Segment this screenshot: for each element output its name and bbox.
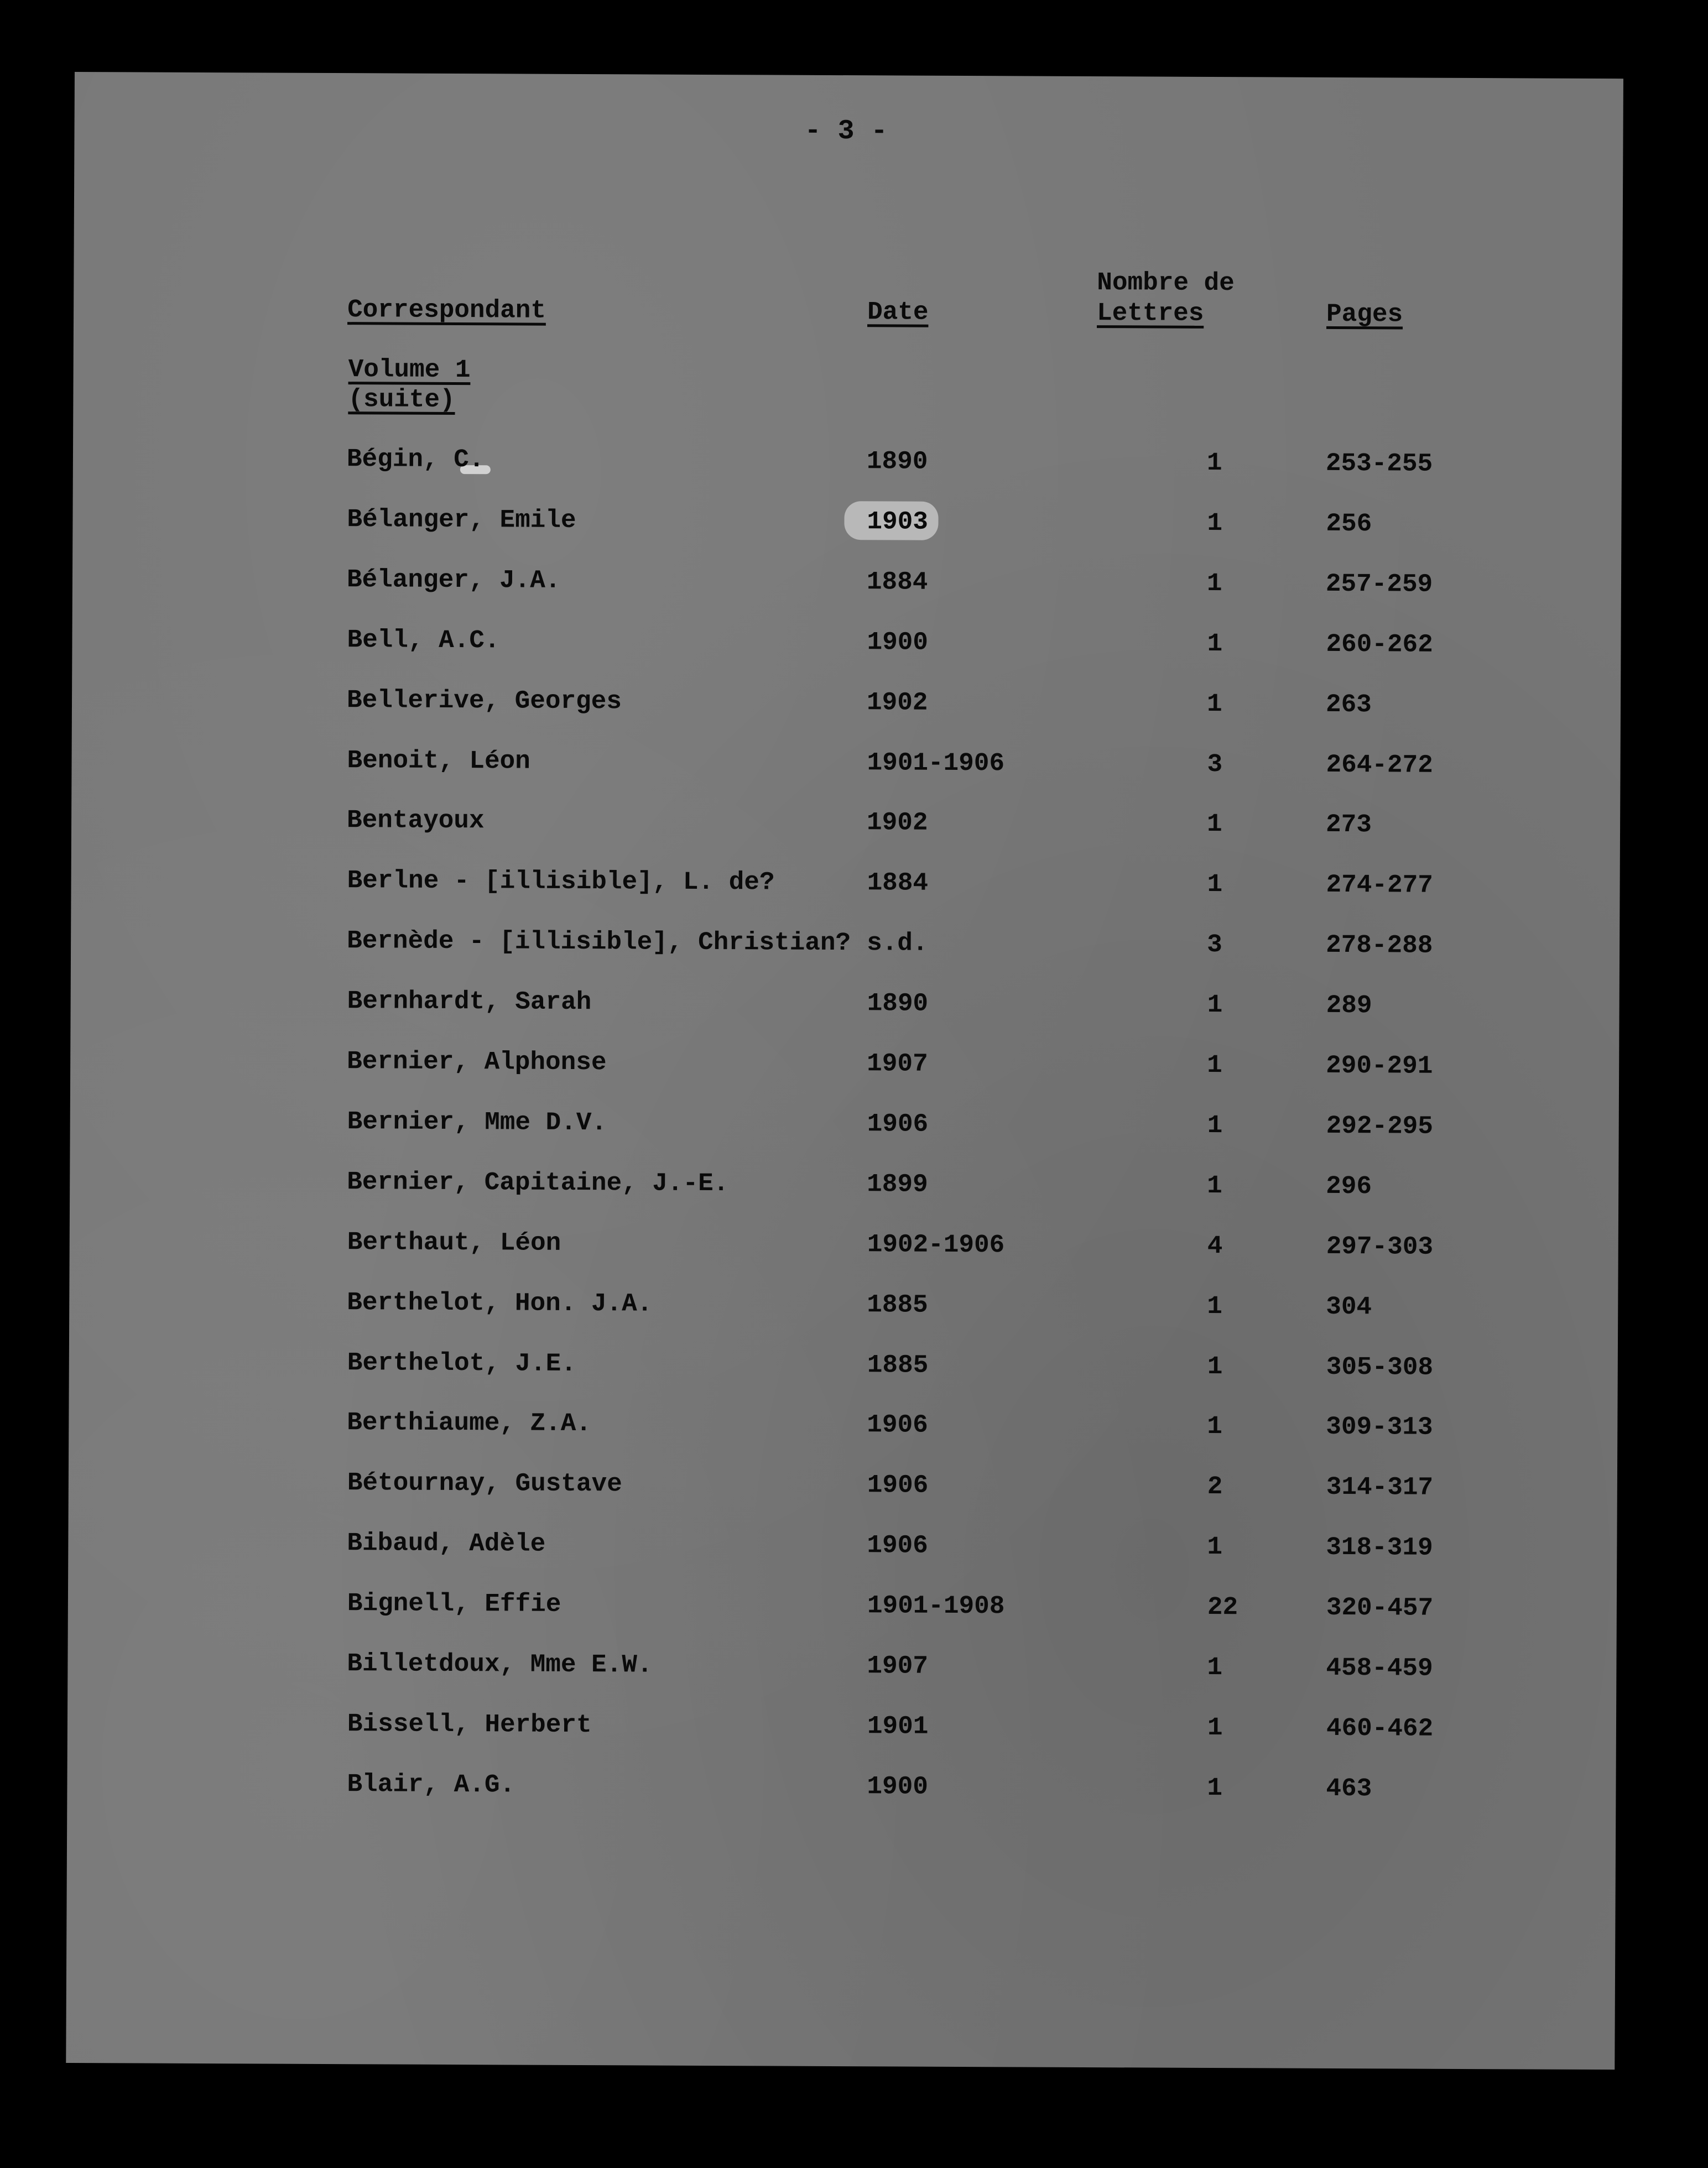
row-lettres: 1 bbox=[1207, 991, 1223, 1020]
row-date: 1907 bbox=[867, 1049, 928, 1078]
row-name: Bétournay, Gustave bbox=[347, 1468, 622, 1499]
row-lettres: 1 bbox=[1207, 1713, 1223, 1742]
row-pages: 296 bbox=[1326, 1171, 1372, 1201]
row-date: 1884 bbox=[866, 567, 928, 597]
row-lettres: 1 bbox=[1206, 569, 1222, 598]
row-date: 1885 bbox=[867, 1350, 929, 1380]
header-pages: Pages bbox=[1326, 299, 1403, 329]
row-name: Berthiaume, Z.A. bbox=[347, 1408, 592, 1439]
row-name: Berlne - [illisible], L. de? bbox=[347, 866, 775, 897]
row-pages: 264-272 bbox=[1326, 750, 1433, 780]
row-pages: 460-462 bbox=[1326, 1713, 1434, 1743]
row-date: 1902 bbox=[866, 687, 928, 717]
header-lettres-line2: Lettres bbox=[1097, 299, 1204, 328]
row-date: 1890 bbox=[867, 989, 929, 1018]
row-name: Bélanger, Emile bbox=[347, 505, 576, 535]
row-lettres: 4 bbox=[1207, 1231, 1223, 1260]
row-name: Benoit, Léon bbox=[347, 746, 530, 776]
row-pages: 274-277 bbox=[1326, 871, 1433, 900]
row-pages: 289 bbox=[1326, 991, 1372, 1020]
row-date: 1906 bbox=[867, 1109, 929, 1139]
row-lettres: 3 bbox=[1207, 749, 1223, 779]
page-number: - 3 - bbox=[804, 115, 888, 148]
row-pages: 318-319 bbox=[1326, 1533, 1433, 1562]
row-lettres: 1 bbox=[1207, 1171, 1222, 1200]
row-lettres: 1 bbox=[1207, 1050, 1222, 1080]
row-lettres: 1 bbox=[1207, 1352, 1223, 1381]
row-name: Berthelot, J.E. bbox=[347, 1348, 577, 1378]
row-date: 1890 bbox=[866, 447, 928, 476]
row-date: s.d. bbox=[867, 929, 928, 958]
row-pages: 304 bbox=[1326, 1292, 1372, 1321]
row-pages: 292-295 bbox=[1326, 1111, 1434, 1141]
row-date: 1899 bbox=[867, 1170, 928, 1199]
document-page bbox=[66, 72, 1623, 2070]
row-name: Bégin, C. bbox=[346, 445, 485, 475]
row-pages: 320-457 bbox=[1326, 1593, 1434, 1623]
row-lettres: 1 bbox=[1207, 1773, 1223, 1802]
row-pages: 260-262 bbox=[1326, 629, 1433, 659]
row-lettres: 2 bbox=[1207, 1472, 1223, 1502]
row-lettres: 1 bbox=[1207, 1111, 1223, 1140]
row-lettres: 1 bbox=[1207, 629, 1223, 658]
row-name: Bibaud, Adèle bbox=[347, 1529, 546, 1559]
row-name: Berthaut, Léon bbox=[347, 1227, 561, 1258]
row-pages: 253-255 bbox=[1325, 449, 1433, 478]
row-pages: 278-288 bbox=[1326, 931, 1433, 960]
row-date: 1901-1908 bbox=[867, 1591, 1005, 1621]
row-lettres: 1 bbox=[1206, 448, 1222, 478]
row-name: Billetdoux, Mme E.W. bbox=[347, 1649, 653, 1680]
row-name: Bernier, Capitaine, J.-E. bbox=[347, 1167, 729, 1198]
row-lettres: 1 bbox=[1206, 689, 1222, 718]
row-lettres: 1 bbox=[1207, 1653, 1223, 1682]
row-pages: 309-313 bbox=[1326, 1413, 1433, 1442]
row-name: Bernier, Alphonse bbox=[347, 1047, 607, 1077]
row-name: Bell, A.C. bbox=[347, 625, 500, 655]
row-date: 1906 bbox=[867, 1531, 928, 1560]
row-name: Bellerive, Georges bbox=[346, 685, 622, 716]
row-lettres: 1 bbox=[1207, 1291, 1223, 1321]
row-name: Blair, A.G. bbox=[347, 1769, 515, 1800]
row-lettres: 22 bbox=[1207, 1593, 1238, 1622]
volume-subtitle: (suite) bbox=[348, 385, 455, 415]
row-date: 1901-1906 bbox=[867, 748, 1005, 778]
row-pages: 290-291 bbox=[1326, 1051, 1433, 1081]
row-pages: 257-259 bbox=[1325, 569, 1433, 599]
volume-title: Volume 1 bbox=[348, 355, 471, 385]
row-date: 1900 bbox=[867, 1772, 929, 1801]
row-date: 1900 bbox=[867, 627, 929, 657]
row-lettres: 1 bbox=[1207, 870, 1223, 899]
row-date: 1906 bbox=[867, 1471, 929, 1500]
row-date: 1906 bbox=[867, 1410, 928, 1440]
header-date: Date bbox=[867, 298, 929, 327]
row-pages: 314-317 bbox=[1326, 1473, 1434, 1503]
row-date: 1902-1906 bbox=[867, 1229, 1005, 1260]
row-name: Berthelot, Hon. J.A. bbox=[347, 1288, 653, 1318]
row-lettres: 1 bbox=[1207, 1412, 1223, 1441]
row-date: 1901 bbox=[867, 1712, 929, 1741]
row-pages: 463 bbox=[1326, 1774, 1372, 1804]
row-pages: 458-459 bbox=[1326, 1653, 1433, 1683]
header-correspondant: Correspondant bbox=[347, 295, 546, 325]
row-date: 1885 bbox=[867, 1290, 928, 1320]
row-name: Bignell, Effie bbox=[347, 1589, 561, 1619]
row-date: 1884 bbox=[867, 868, 929, 898]
row-lettres: 1 bbox=[1207, 1533, 1223, 1562]
row-pages: 263 bbox=[1325, 690, 1372, 719]
row-lettres: 1 bbox=[1207, 508, 1223, 538]
row-date: 1903 bbox=[867, 507, 928, 536]
row-name: Bernède - [illisible], Christian? bbox=[347, 926, 851, 958]
row-pages: 273 bbox=[1325, 810, 1372, 840]
header-lettres-line1: Nombre de bbox=[1097, 268, 1235, 298]
row-name: Bissell, Herbert bbox=[347, 1710, 592, 1739]
row-pages: 256 bbox=[1326, 509, 1372, 539]
row-name: Bentayoux bbox=[346, 806, 485, 836]
row-name: Bernhardt, Sarah bbox=[347, 987, 592, 1017]
row-date: 1902 bbox=[866, 808, 928, 838]
row-pages: 305-308 bbox=[1326, 1352, 1434, 1382]
row-pages: 297-303 bbox=[1326, 1232, 1434, 1262]
row-name: Bélanger, J.A. bbox=[346, 565, 561, 595]
row-lettres: 3 bbox=[1207, 930, 1222, 960]
row-lettres: 1 bbox=[1206, 810, 1222, 839]
row-date: 1907 bbox=[867, 1651, 928, 1681]
row-name: Bernier, Mme D.V. bbox=[347, 1107, 607, 1138]
